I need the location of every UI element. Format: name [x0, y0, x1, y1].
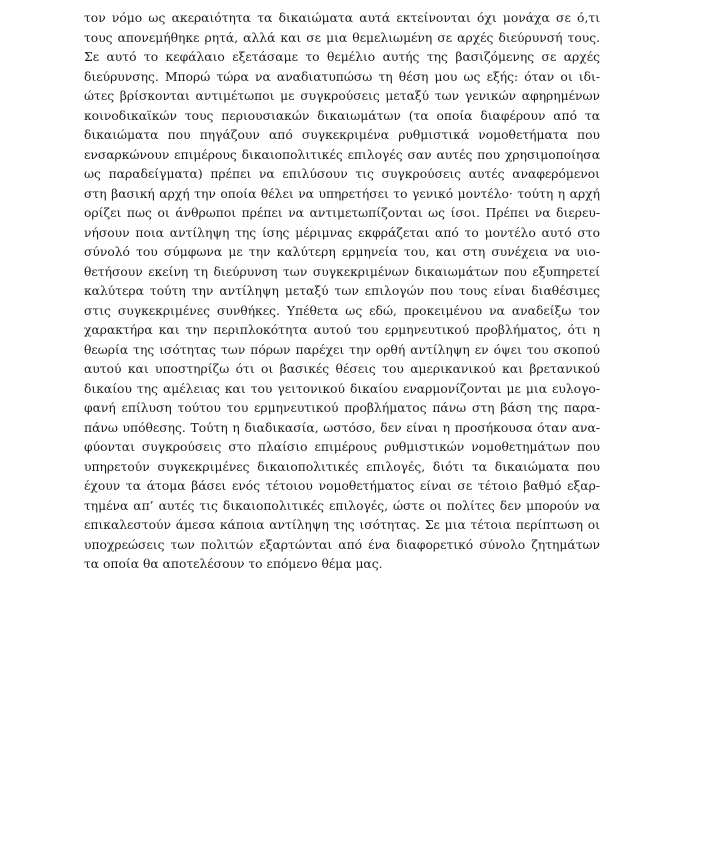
text-line: κοινοδικαϊκών τους περιουσιακών δικαιωμάτων (τα οποία διαφέρουν από τα — [84, 108, 600, 123]
text-line: τημένα απ’ αυτές τις δικαιοπολιτικές επιλογές, ώστε οι πολίτες δεν μπορούν να — [84, 498, 600, 513]
text-line: επικαλεστούν άμεσα κάποια αντίληψη της ισότητας. Σε μια τέτοια περίπτωση οι — [84, 518, 600, 532]
text-line: ενσαρκώνουν επιμέρους δικαιοπολιτικές επιλογές σαν αυτές που χρησιμοποίησα — [84, 147, 600, 162]
text-line: σύνολό του σύμφωνα με την καλύτερη ερμηνεία του, και στη συνέχεια να υιο- — [84, 245, 600, 259]
text-line: φύονται συγκρούσεις στο πλαίσιο επιμέρους ρυθμιστικών νομοθετημάτων που — [84, 440, 600, 454]
text-line: αυτού και υποστηρίζω ότι οι βασικές θέσεις του αμερικανικού και βρετανικού — [84, 362, 600, 376]
text-line: δικαιώματα που πηγάζουν από συγκεκριμένα ρυθμιστικά νομοθετήματα που — [84, 128, 600, 142]
text-line: πάνω υπόθεσης. Τούτη η διαδικασία, ωστόσο, δεν είναι η προσήκουσα όταν ανα- — [84, 420, 600, 435]
text-line: θεωρία της ισότητας των πόρων παρέχει την ορθή αντίληψη εν όψει του σκοπού — [84, 342, 600, 357]
text-line: στις συγκεκριμένες συνθήκες. Υπέθετα ως εδώ, προκειμένου να αναδείξω τον — [84, 303, 600, 318]
text-line: διεύρυνσης. Μπορώ τώρα να αναδιατυπώσω τη θέση μου ως εξής: όταν οι ιδι- — [84, 69, 600, 84]
text-line: θετήσουν εκείνη τη διεύρυνση των συγκεκριμένων δικαιωμάτων που εξυπηρετεί — [84, 264, 600, 279]
text-line: ώτες βρίσκονται αντιμέτωποι με συγκρούσεις μεταξύ των γενικών αφηρημένων — [84, 89, 600, 103]
text-line: ορίζει πως οι άνθρωποι πρέπει να αντιμετωπίζονται ως ίσοι. Πρέπει να διερευ- — [84, 206, 600, 220]
text-line: τον νόμο ως ακεραιότητα τα δικαιώματα αυτά εκτείνονται όχι μονάχα σε ό,τι — [84, 11, 600, 25]
text-line-last: τα οποία θα αποτελέσουν το επόμενο θέμα μας. — [84, 557, 383, 571]
text-line: φανή επίλυση τούτου του ερμηνευτικού προβλήματος πάνω στη βάση της παρα- — [84, 401, 600, 415]
text-line: έχουν τα άτομα βάσει ενός τέτοιου νομοθετήματος είναι σε τέτοιο βαθμό εξαρ- — [84, 479, 600, 493]
text-line: Σε αυτό το κεφάλαιο εξετάσαμε το θεμέλιο αυτής της βασιζόμενης σε αρχές — [84, 50, 600, 64]
text-line: χαρακτήρα και την περιπλοκότητα αυτού του ερμηνευτικού προβλήματος, ότι η — [84, 323, 600, 337]
text-line: υποχρεώσεις των πολιτών εξαρτώνται από ένα διαφορετικό σύνολο ζητημάτων — [84, 537, 600, 552]
text-line: τους απονεμήθηκε ρητά, αλλά και σε μια θεμελιωμένη σε αρχές διεύρυνσή τους. — [84, 30, 600, 45]
text-line: καλύτερα τούτη την αντίληψη μεταξύ των επιλογών που τους είναι διαθέσιμες — [84, 284, 600, 298]
text-line: νήσουν ποια αντίληψη της ίσης μέριμνας εκφράζεται από το μοντέλο αυτό στο — [84, 225, 600, 240]
text-line: ως παραδείγματα) πρέπει να επιλύσουν τις συγκρούσεις αυτές αναφερόμενοι — [84, 167, 600, 181]
body-paragraph — [84, 9, 600, 575]
text-line: υπηρετούν συγκεκριμένες δικαιοπολιτικές επιλογές, διότι τα δικαιώματα που — [84, 459, 600, 474]
text-line: δικαίου της αμέλειας και του γειτονικού δικαίου εναρμονίζονται με μια ευλογο- — [84, 381, 600, 396]
text-line: στη βασική αρχή την οποία θέλει να υπηρετήσει το γενικό μοντέλο· τούτη η αρχή — [84, 186, 600, 201]
